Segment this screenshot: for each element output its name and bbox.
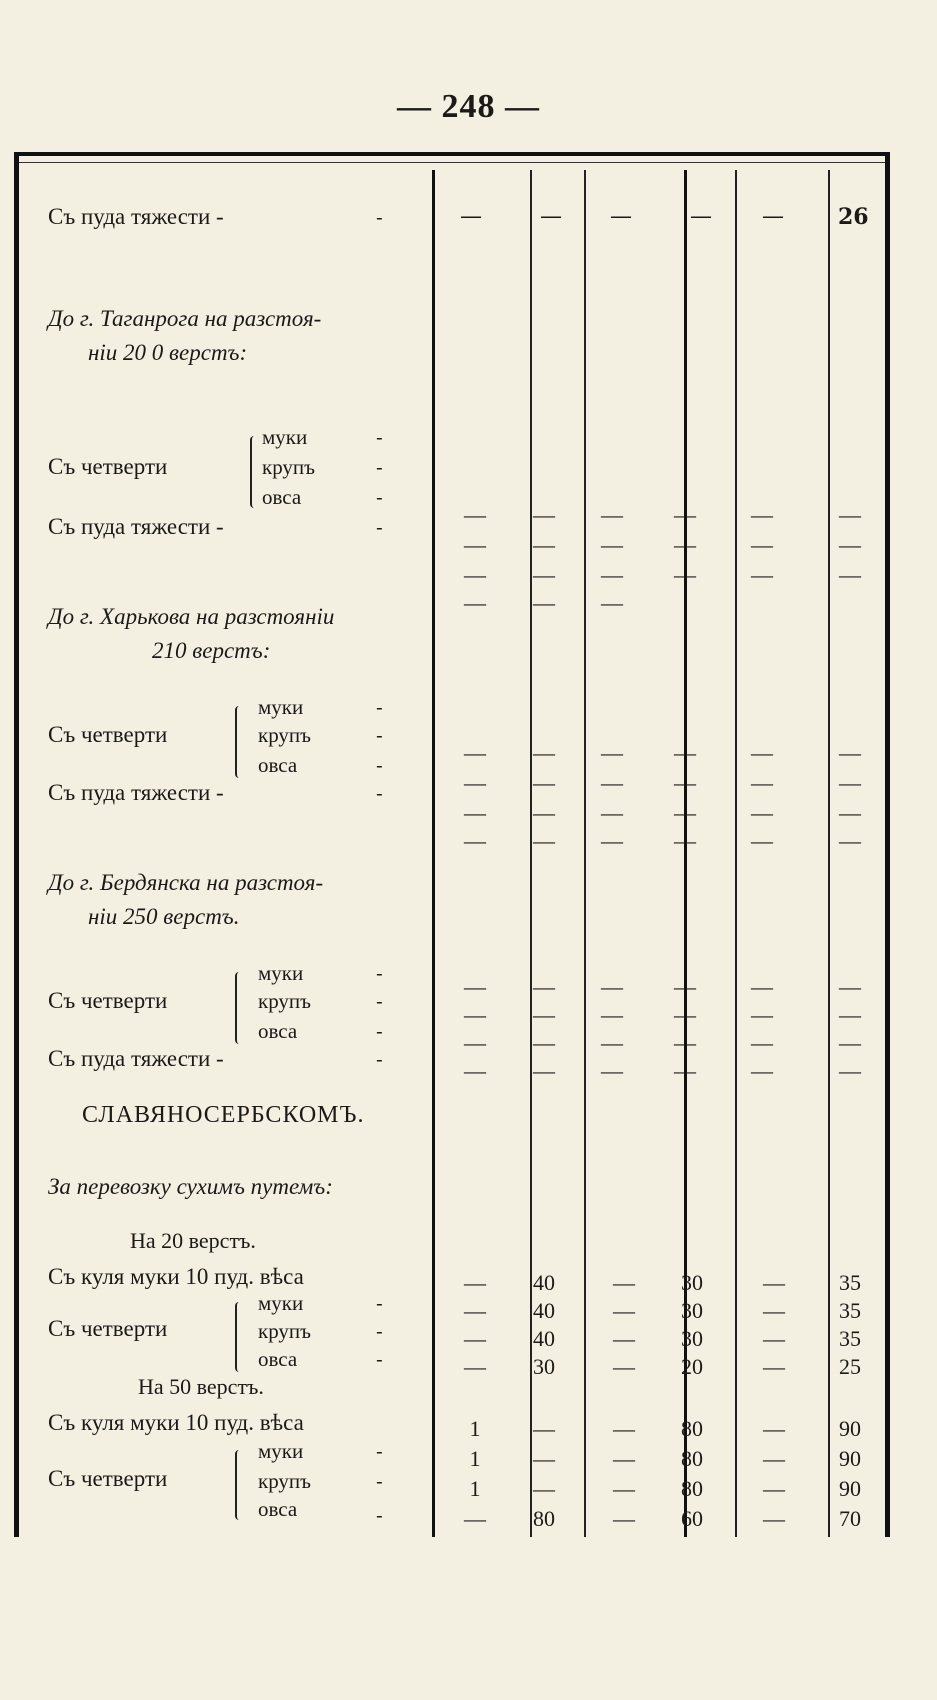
value-cell: 90 [839,1446,861,1471]
row-dash: - [376,1047,383,1071]
value-dash: — [751,740,773,765]
brace [235,972,243,1044]
value-cell: 70 [839,1506,861,1531]
section-heading-cont: 210 верстъ: [152,638,271,663]
page-number: — 248 — [397,88,540,125]
section-heading-cont: нiи 20 0 верстъ: [88,340,248,365]
value-cell: 80 [681,1446,703,1471]
value-dash: — [674,974,696,999]
value-cell: 1 [469,1416,481,1441]
value-cell: — [533,1416,555,1441]
value-dash: — [751,974,773,999]
value-dash: — [464,1002,486,1027]
section-heading: До г. Таганрога на разстоя- [48,306,322,331]
value-dash: — [601,770,623,795]
value-dash: — [751,502,773,527]
value-dash: — [751,770,773,795]
value-dash: — [601,562,623,587]
value-cell: 90 [839,1476,861,1501]
row-dash: - [376,455,383,479]
item-label: муки [258,961,304,985]
row-dash: - [376,753,383,777]
value-dash: — [601,502,623,527]
value-cell: 20 [681,1354,703,1379]
value-dash: — [839,770,861,795]
row-dash: - [376,1319,383,1343]
chetverti-label: Съ четверти [48,722,168,747]
value-dash: — [674,562,696,587]
row-dash: - [376,1347,383,1371]
row-label: Съ пуда тяжести - [48,204,224,229]
item-label: муки [258,695,304,719]
value-dash: — [601,1058,623,1083]
value-dash: — [751,1030,773,1055]
value-dash: — [674,800,696,825]
value-dash: — [464,562,486,587]
chetverti-label: Съ четверти [48,988,168,1013]
value-cell: 35 [839,1270,861,1295]
value-dash: — [751,1058,773,1083]
value-dash: — [533,532,555,557]
value-dash: — [839,1002,861,1027]
row-dash: - [376,1469,383,1493]
brace [235,1450,243,1520]
value-dash: — [464,740,486,765]
item-label: овса [258,1497,298,1521]
value-dash: — [674,1058,696,1083]
chetverti-label: Съ четверти [48,1316,168,1341]
chetverti-label: Съ четверти [48,1466,168,1491]
table-row [0,202,937,232]
row-dash: - [376,961,383,985]
item-label: овса [258,1019,298,1043]
value-dash: — [601,828,623,853]
item-label: овса [258,1347,298,1371]
value-dash: — [674,770,696,795]
section-subtitle: За перевозку сухимъ путемъ: [48,1174,333,1199]
distance-heading: На 50 верстъ. [138,1374,264,1399]
value-dash: — [751,1002,773,1027]
value-cell: — [464,1326,486,1351]
value-dash: — [464,590,486,615]
row-dash: - [376,1291,383,1315]
value-cell: — [763,1354,785,1379]
value-dash: — [533,590,555,615]
value-dash: — [464,974,486,999]
value-cell: 40 [533,1326,555,1351]
value-dash: — [601,800,623,825]
value-dash: — [751,562,773,587]
item-label: муки [258,1291,304,1315]
value-dash: — [533,562,555,587]
value-dash: — [674,740,696,765]
row-dash: - [376,989,383,1013]
value-cell: — [533,1476,555,1501]
value-dash: — [610,204,632,229]
row-dash: - [376,1439,383,1463]
value-dash: — [533,502,555,527]
row-dash: - [376,485,383,509]
value-cell: — [464,1270,486,1295]
value-dash: — [601,590,623,615]
value-dash: — [690,204,712,229]
item-label: крупъ [258,1469,312,1493]
value-dash: — [839,828,861,853]
value-dash: — [460,204,482,229]
value-cell: 35 [839,1298,861,1323]
item-label: муки [262,425,308,449]
value-cell: 40 [533,1298,555,1323]
value-dash: — [464,1058,486,1083]
value-cell: 25 [839,1354,861,1379]
value-dash: — [540,204,562,229]
value-dash: — [533,1058,555,1083]
value-dash: — [533,1030,555,1055]
value-dash: — [839,1058,861,1083]
value-dash: — [674,1030,696,1055]
value-cell: — [613,1270,635,1295]
value-dash: — [533,800,555,825]
row-dash: - [376,1503,383,1527]
value-cell: — [763,1506,785,1531]
value-dash: — [751,532,773,557]
value-dash: — [601,1002,623,1027]
value-dash: — [674,502,696,527]
item-label: крупъ [258,723,312,747]
value-dash: — [839,1030,861,1055]
row-dash: - [376,1019,383,1043]
value-cell: — [613,1476,635,1501]
value-dash: — [839,532,861,557]
item-label: крупъ [258,1319,312,1343]
value-cell: 40 [533,1270,555,1295]
row-label: Съ пуда тяжести - [48,780,224,805]
value-dash: — [674,532,696,557]
row-label: Съ куля муки 10 пуд. вѣса [48,1410,304,1435]
value-cell: 80 [681,1416,703,1441]
value-dash: — [533,740,555,765]
value-dash: — [839,800,861,825]
item-label: муки [258,1439,304,1463]
value-cell: — [613,1446,635,1471]
value-dash: — [839,562,861,587]
value-cell: — [763,1476,785,1501]
row-label: Съ пуда тяжести - [48,514,224,539]
value-dash: — [533,1002,555,1027]
value-cell: — [613,1298,635,1323]
value-dash: — [839,974,861,999]
value-cell: — [464,1506,486,1531]
section-title: СЛАВЯНОСЕРБСКОМЪ. [82,1102,365,1128]
value-dash: — [839,740,861,765]
section-heading: До г. Бердянска на разстоя- [48,870,324,895]
row-dash: - [376,781,383,805]
value-cell: — [464,1354,486,1379]
value-dash: — [751,800,773,825]
row-label: Съ куля муки 10 пуд. вѣса [48,1264,304,1289]
value-cell: — [533,1446,555,1471]
value-dash: — [464,828,486,853]
value-cell: 30 [681,1326,703,1351]
value-cell: 80 [681,1476,703,1501]
value-cell: — [613,1506,635,1531]
value-dash: — [533,770,555,795]
brace [235,706,243,778]
brace [250,436,258,508]
value-cell: — [763,1416,785,1441]
column-rule [432,170,435,1537]
value-dash: — [464,770,486,795]
value-dash: — [674,1002,696,1027]
row-dash: - [376,425,383,449]
value-dash: — [464,532,486,557]
value-cell: — [763,1326,785,1351]
value-cell: 80 [533,1506,555,1531]
value-dash: — [464,1030,486,1055]
value-dash: — [601,532,623,557]
value-dash: — [751,828,773,853]
chetverti-label: Съ четверти [48,454,168,479]
value-cell: 1 [469,1476,481,1501]
distance-heading: На 20 верстъ. [130,1228,256,1253]
row-dash: - [376,205,383,229]
value-dash: — [839,502,861,527]
item-label: овса [258,753,298,777]
value-cell: 30 [681,1298,703,1323]
value-cell: — [763,1298,785,1323]
value-cell: 35 [839,1326,861,1351]
item-label: крупъ [262,455,316,479]
value-cell: 90 [839,1416,861,1441]
section-heading-cont: нiи 250 верстъ. [88,904,240,929]
row-dash: - [376,695,383,719]
item-label: овса [262,485,302,509]
value-dash: — [533,828,555,853]
value-dash: — [464,502,486,527]
row-dash: - [376,515,383,539]
value-cell: 30 [533,1354,555,1379]
value-dash: — [464,800,486,825]
value-dash: — [762,204,784,229]
brace [235,1302,243,1372]
value-dash: — [674,828,696,853]
value-cell: — [613,1354,635,1379]
value-dash: — [601,1030,623,1055]
value-dash: — [601,740,623,765]
value-cell: 60 [681,1506,703,1531]
section-heading: До г. Харькова на разстоянiи [48,604,335,629]
column-value: 26 [838,204,869,230]
row-dash: - [376,723,383,747]
value-cell: — [763,1446,785,1471]
row-label: Съ пуда тяжести - [48,1046,224,1071]
value-cell: — [763,1270,785,1295]
value-cell: — [613,1416,635,1441]
item-label: крупъ [258,989,312,1013]
value-cell: 30 [681,1270,703,1295]
value-dash: — [533,974,555,999]
value-cell: 1 [469,1446,481,1471]
value-dash: — [601,974,623,999]
value-cell: — [613,1326,635,1351]
value-cell: — [464,1298,486,1323]
